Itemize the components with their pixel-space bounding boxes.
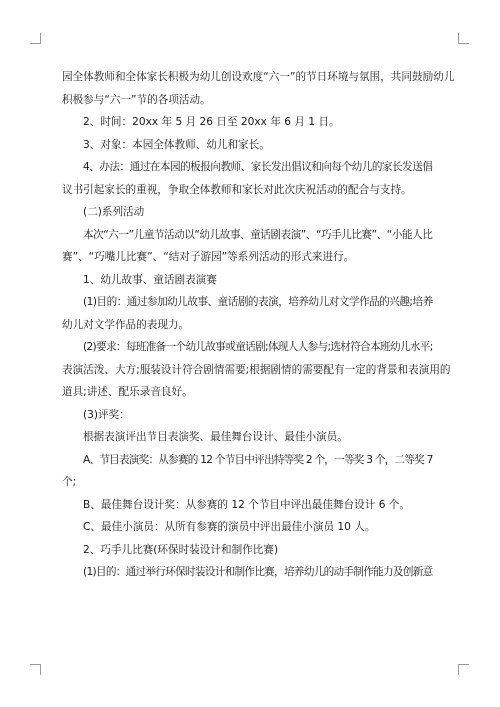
document-body [62,66,454,584]
text-line: (1)目的：通过举行环保时装设计和制作比赛，培养幼儿的动手制作能力及创新意 [83,566,433,578]
text-line: (2)要求：每班准备一个幼儿故事或童话剧;体现人人参与;选材符合本班幼儿水平; [83,341,433,353]
text-line: 2、时间：20xx 年 5 月 26 日至 20xx 年 6 月 1 日。 [83,116,340,128]
text-line: 个; [62,476,77,488]
text-line: 本次“六一”儿童节活动以“幼儿故事、童话剧表演”、“巧手儿比赛”、“小能人比 [83,228,433,241]
text-line: 议书引起家长的重视，争取全体教师和家长对此次庆祝活动的配合与支持。 [62,183,412,196]
subsection-heading: 1、幼儿故事、童话剧表演赛 [83,273,217,286]
text-line: (3)评奖： [83,408,130,421]
text-line: 道具;讲述、配乐录音良好。 [62,386,193,398]
text-line: 园全体教师和全体家长积极为幼儿创设欢度“六一”的节日环境与氛围，共同鼓励幼儿 [62,71,455,83]
text-line: 赛”、“巧嘴儿比赛”、“结对子游园”等系列活动的形式来进行。 [62,251,355,263]
text-line: (1)目的：通过参加幼儿故事、童话剧的表演，培养幼儿对文学作品的兴趣;培养 [83,296,433,308]
text-line: 4、办法：通过在本园的板报向教师、家长发出倡议和向每个幼儿的家长发送倡 [83,161,433,173]
crop-mark-bottom-right [458,664,469,675]
text-line: C、最佳小演员：从所有参赛的演员中评出最佳小演员 10 人。 [83,521,376,533]
text-line: 积极参与“六一”节的各项活动。 [62,93,211,106]
text-line: 3、对象：本园全体教师、幼儿和家长。 [83,138,270,151]
text-line: 幼儿对文学作品的表现力。 [62,318,190,331]
text-line: 表演活泼、大方;服装设计符合剧情需要;根据剧情的需要配有一定的背景和表演用的 [62,363,451,376]
subsection-heading: 2、巧手儿比赛(环保时装设计和制作比赛) [83,543,279,556]
text-line: 根据表演评出节目表演奖、最佳舞台设计、最佳小演员。 [83,431,348,443]
text-line: A、节目表演奖：从参赛的 12 个节目中评出特等奖 2 个，一等奖 3 个，二等奖 7 [83,453,433,466]
crop-mark-top-right [458,33,469,44]
crop-mark-bottom-left [30,664,41,675]
crop-mark-top-left [30,33,41,44]
section-heading: (二)系列活动 [83,206,145,218]
text-line: B、最佳舞台设计奖：从参赛的 12 个节目中评出最佳舞台设计 6 个。 [83,498,410,511]
